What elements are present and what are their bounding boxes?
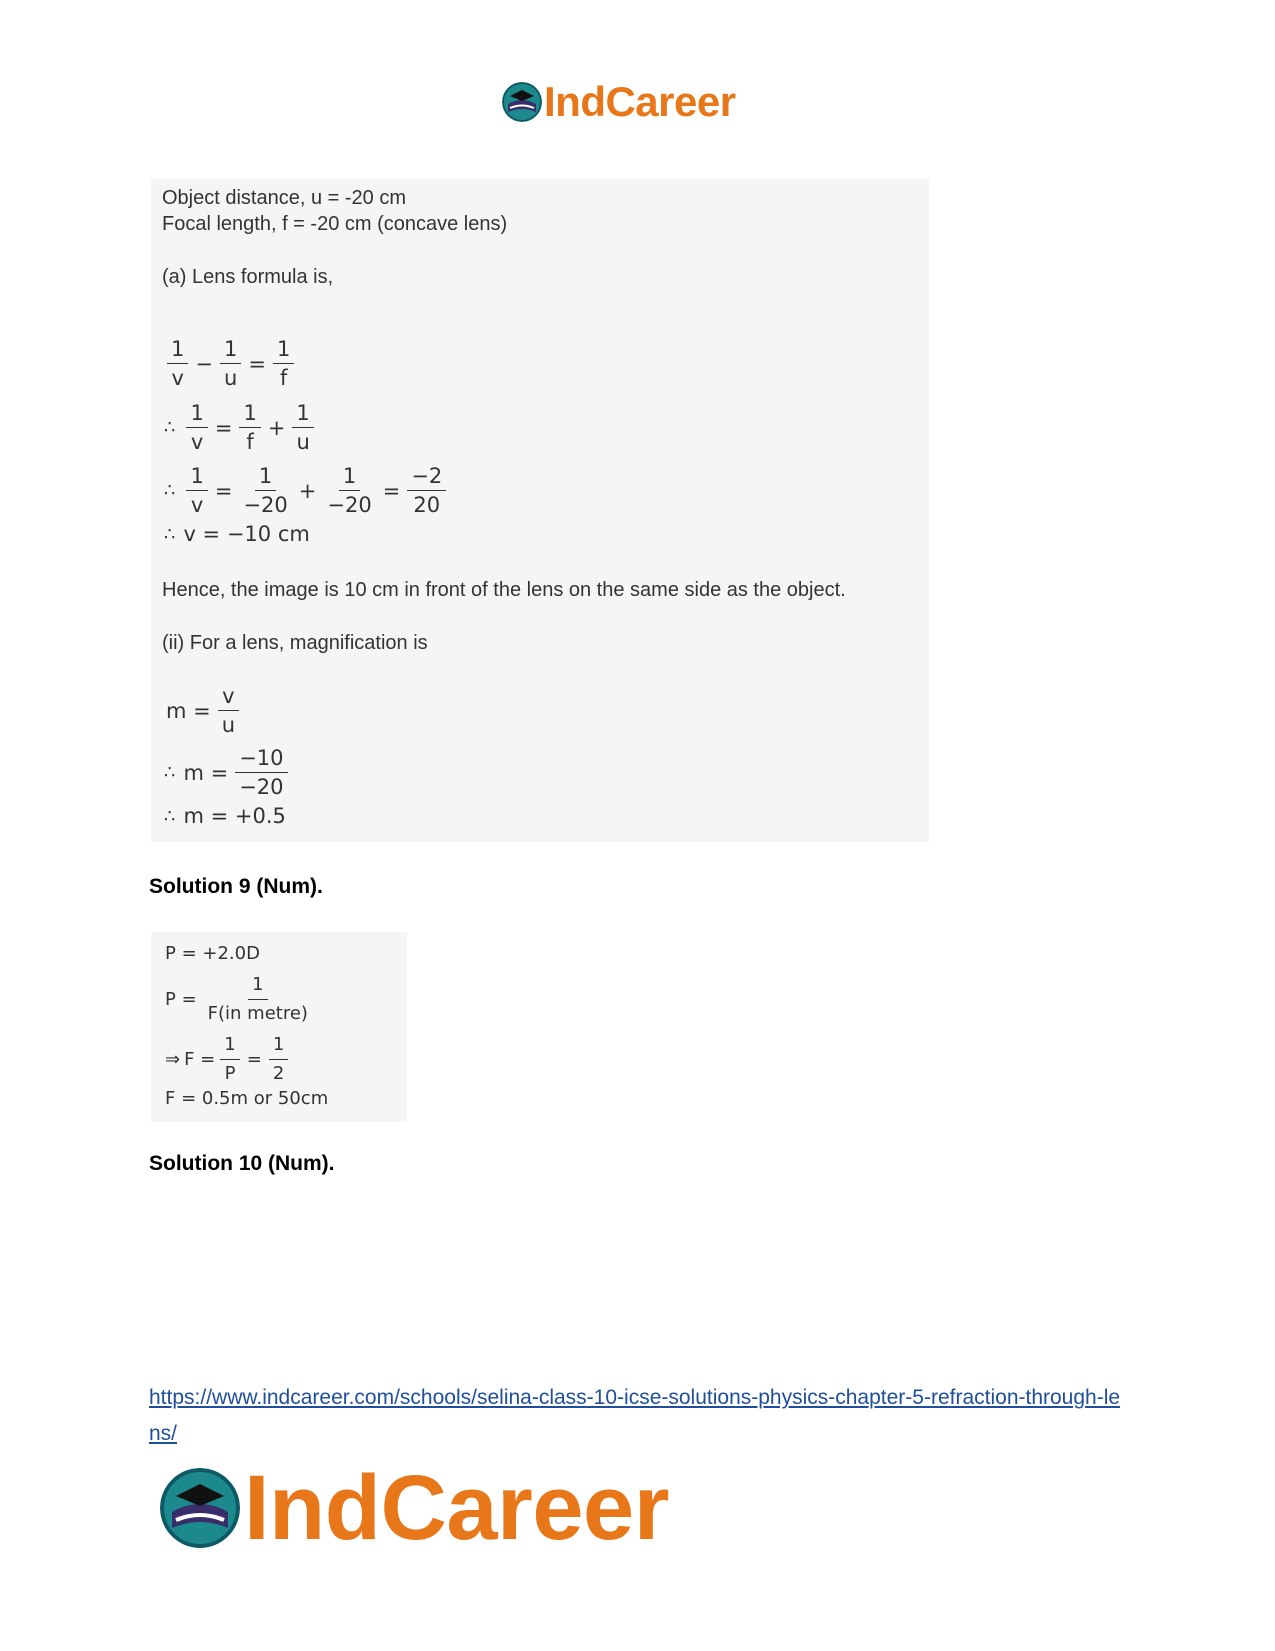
footer-logo-text: IndCareer — [244, 1457, 669, 1559]
magnification-result: ∴ m = +0.5 — [164, 804, 286, 828]
header-logo — [502, 80, 736, 124]
focal-length-line: Focal length, f = -20 cm (concave lens) — [162, 213, 508, 235]
object-distance-line: Object distance, u = -20 cm — [162, 187, 407, 209]
solution-10-heading: Solution 10 (Num). — [149, 1152, 335, 1175]
graduation-globe-icon — [502, 82, 542, 122]
source-link[interactable]: https://www.indcareer.com/schools/selina-class-10-icse-solutions-physics-chapter-5-refraction-through-lens/ — [149, 1386, 1121, 1445]
fraction-1-over-u: $\frac{1}{u}$ — [220, 336, 241, 391]
magnification-substituted: ∴ m = $\frac{-10}{-20}$ — [164, 745, 291, 800]
footer-logo — [160, 1457, 669, 1559]
magnification-formula: m = $\frac{v}{u}$ — [166, 683, 242, 738]
fraction-1-over-f: $\frac{1}{f}$ — [273, 336, 294, 391]
substituted-equation: ∴ $\frac{1}{v}$ = $\frac{1}{-20}$ + $\frac{1}{-20}$ = $\frac{-2}{20}$ — [164, 463, 449, 518]
graduation-globe-icon — [160, 1468, 240, 1548]
focal-length-derivation: ⇒ F = $\frac{1}{P}$ = $\frac{1}{2}$ — [165, 1032, 291, 1087]
image-distance-result: ∴ v = −10 cm — [164, 522, 310, 546]
lens-formula-equation: $\frac{1}{v}$ − $\frac{1}{u}$ = $\frac{1}{f}$ — [164, 336, 297, 391]
power-formula: P = $\frac{1}{\text{F(in metre)}}$ — [165, 974, 308, 1024]
magnification-label: (ii) For a lens, magnification is — [162, 632, 428, 654]
power-value: P = +2.0D — [165, 943, 260, 964]
conclusion-text: Hence, the image is 10 cm in front of the lens on the same side as the object. — [162, 579, 846, 601]
lens-formula-label: (a) Lens formula is, — [162, 266, 334, 288]
focal-length-result: F = 0.5m or 50cm — [165, 1088, 329, 1109]
header-logo-text: IndCareer — [544, 78, 736, 125]
rearranged-equation: ∴ $\frac{1}{v}$ = $\frac{1}{f}$ + $\frac{1}{u}$ — [164, 400, 317, 455]
fraction-1-over-v: $\frac{1}{v}$ — [167, 336, 188, 391]
solution-9-heading: Solution 9 (Num). — [149, 875, 323, 898]
